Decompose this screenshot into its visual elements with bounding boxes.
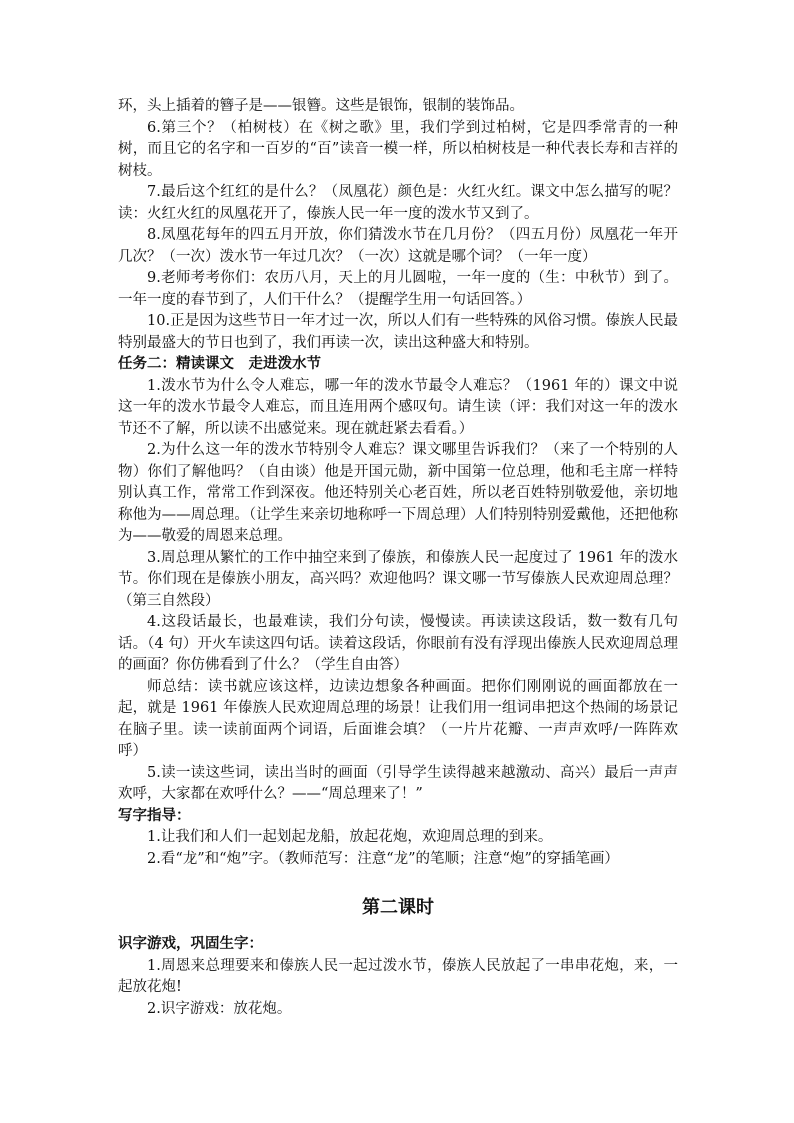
section-heading-game: 识字游戏，巩固生字： <box>118 936 263 952</box>
paragraph: 9.老师考考你们：农历八月，天上的月儿圆啦，一年一度的（生：中秋节）到了。一年一度的春节到了，人们干什么？（提醒学生用一句话回答。） <box>118 270 678 308</box>
paragraph: 2.识字游戏：放花炮。 <box>147 1000 292 1017</box>
section-heading-writing: 写字指导： <box>118 807 191 824</box>
paragraph-group-intro <box>118 96 678 354</box>
document-page <box>118 96 678 1020</box>
paragraph-group-writing <box>118 827 678 870</box>
paragraph-group-task2 <box>118 376 678 806</box>
paragraph: 师总结：读书就应该这样，边读边想象各种画面。把你们刚刚说的画面都放在一起，就是 1961 年傣族人民欢迎周总理的场景！让我们用一组词串把这个热闹的场景记在脑子里。读一读前面两个词语，后面谁会填？（一片片花瓣、一声声欢呼/一阵阵欢呼） <box>118 678 678 759</box>
paragraph: 8.凤凰花每年的四五月开放，你们猜泼水节在几月份？（四五月份）凤凰花一年开几次？（一次）泼水节一年过几次？（一次）这就是哪个词？（一年一度） <box>118 227 678 265</box>
paragraph: 10.正是因为这些节日一年才过一次，所以人们有一些特殊的风俗习惯。傣族人民最特别最盛大的节日也到了，我们再读一次，读出这种盛大和特别。 <box>118 313 678 351</box>
paragraph: 3.周总理从繁忙的工作中抽空来到了傣族，和傣族人民一起度过了 1961 年的泼水节。你们现在是傣族小朋友，高兴吗？欢迎他吗？课文哪一节写傣族人民欢迎周总理？（第三自然段） <box>118 549 678 609</box>
paragraph: 7.最后这个红红的是什么？（凤凰花）颜色是：火红火红。课文中怎么描写的呢？读：火红火红的凤凰花开了，傣族人民一年一度的泼水节又到了。 <box>118 184 678 222</box>
section-heading-task2: 任务二：精读课文 走进泼水节 <box>118 356 321 372</box>
paragraph: 4.这段话最长，也最难读，我们分句读，慢慢读。再读读这段话，数一数有几句话。（4 句）开火车读这四句话。读着这段话，你眼前有没有浮现出傣族人民欢迎周总理的画面？你仿佛看到了什么？（学生自由答） <box>118 614 678 673</box>
paragraph-group-game <box>118 956 678 1021</box>
paragraph: 1.让我们和人们一起划起龙船，放起花炮，欢迎周总理的到来。 <box>147 829 553 845</box>
lesson-title: 第二课时 <box>362 897 434 918</box>
paragraph: 1.周恩来总理要来和傣族人民一起过泼水节，傣族人民放起了一串串花炮，来，一起放花炮! <box>118 957 678 995</box>
paragraph: 1.泼水节为什么令人难忘，哪一年的泼水节最令人难忘？（1961 年的）课文中说这一年的泼水节最令人难忘，而且连用两个感叹句。请生读（评：我们对这一年的泼水节还不了解，所以读不出感觉来。现在就赶紧去看看。） <box>118 377 678 437</box>
paragraph: 6.第三个？（柏树枝）在《树之歌》里，我们学到过柏树，它是四季常青的一种树，而且它的名字和一百岁的“百”读音一模一样，所以柏树枝是一种代表长寿和吉祥的树枝。 <box>118 119 678 179</box>
paragraph: 5.读一读这些词，读出当时的画面（引导学生读得越来越激动、高兴）最后一声声欢呼，大家都在欢呼什么？——“周总理来了！” <box>118 764 678 802</box>
paragraph: 2.看“龙”和“炮”字。（教师范写：注意“龙”的笔顺；注意“炮”的穿插笔画） <box>147 850 619 867</box>
paragraph: 环，头上插着的簪子是——银簪。这些是银饰，银制的装饰品。 <box>118 98 524 114</box>
paragraph: 2.为什么这一年的泼水节特别令人难忘？课文哪里告诉我们？（来了一个特别的人物）你们了解他吗？（自由谈）他是开国元勋，新中国第一位总理，他和毛主席一样特别认真工作，常常工作到深夜。他还特别关心老百姓，所以老百姓特别敬爱他，亲切地称他为——周总理。（让学生来亲切地称呼一下周总理）人们特别特别爱戴他，还把他称为——敬爱的周恩来总理。 <box>118 442 678 544</box>
